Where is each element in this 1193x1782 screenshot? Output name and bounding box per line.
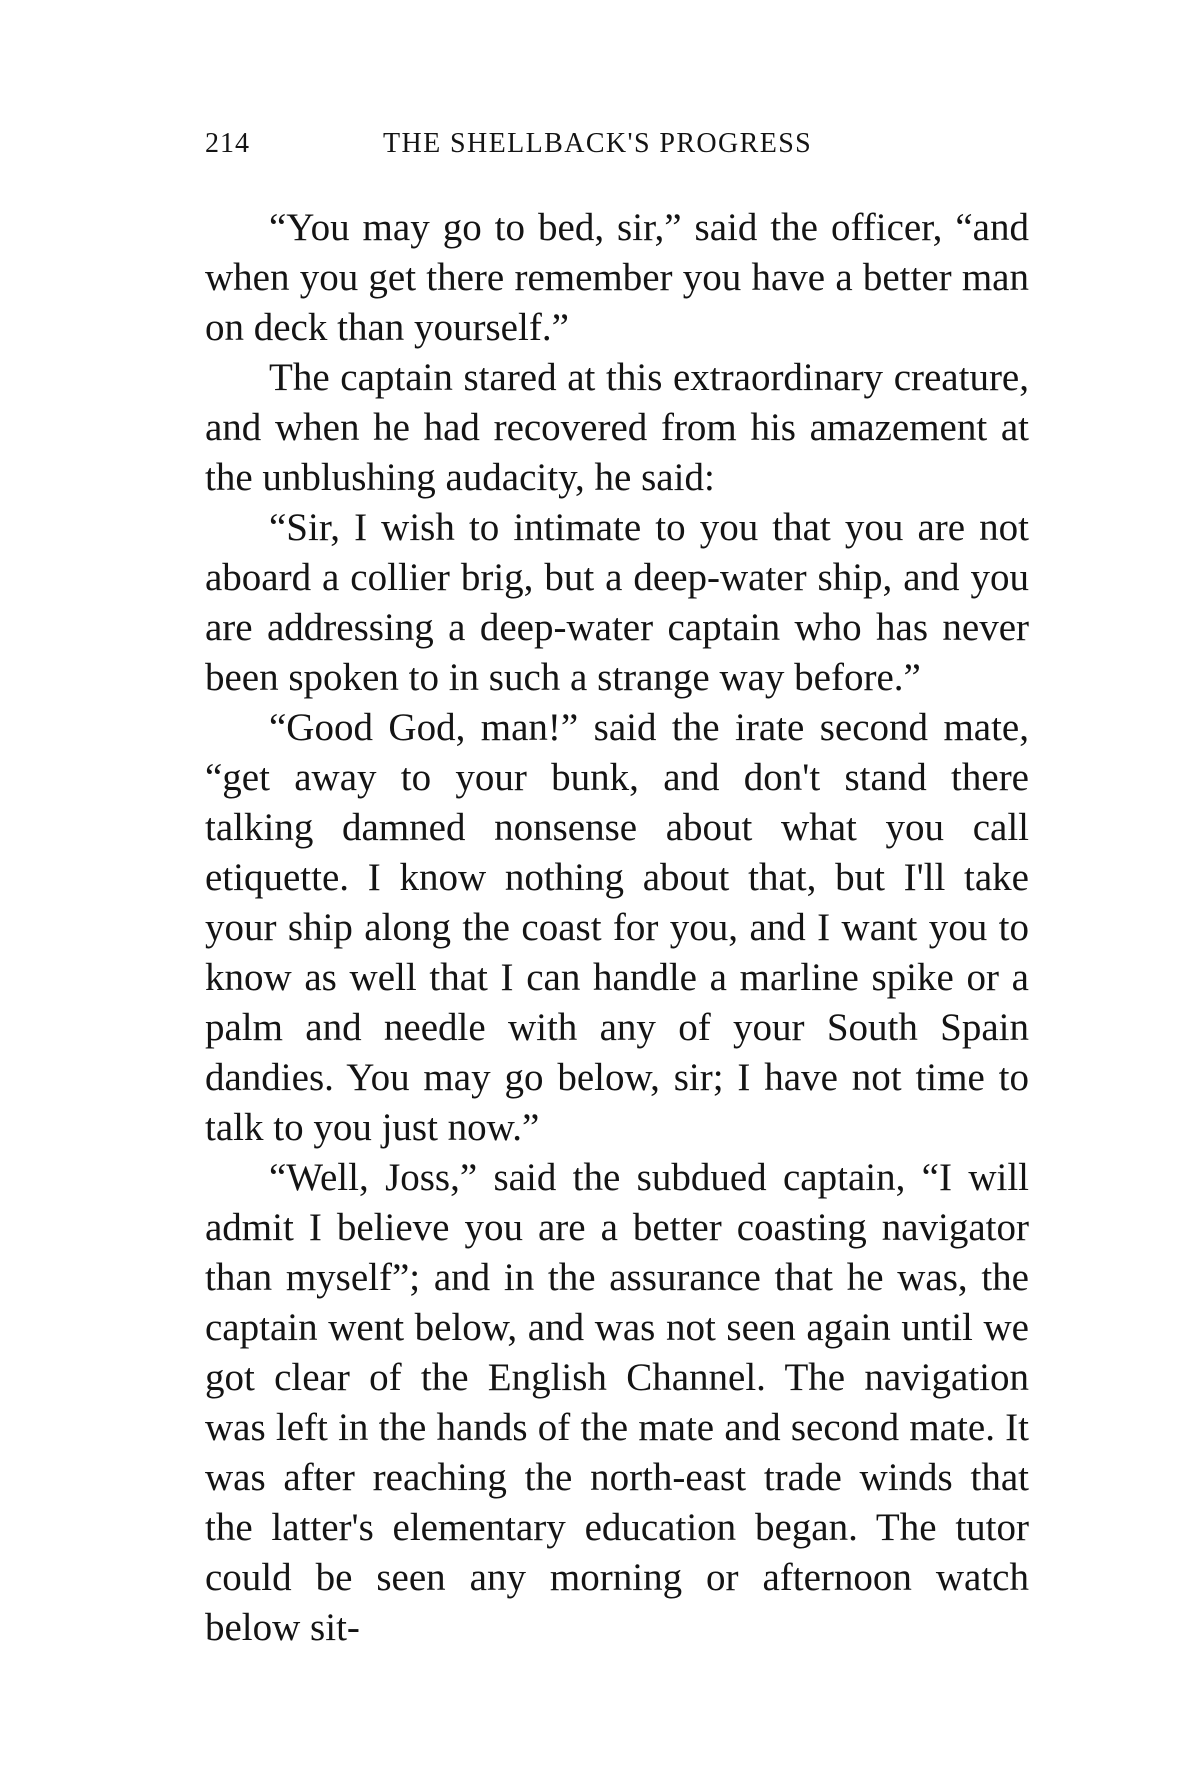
body-text [205, 203, 1029, 1653]
running-title: THE SHELLBACK'S PROGRESS [383, 128, 813, 159]
paragraph-3: “Sir, I wish to intimate to you that you are not aboard a collier brig, but a deep-water ship, and you are addressing a deep-water captain who has never been spoken to in such a strange way before.” [205, 506, 1029, 699]
paragraph-2: The captain stared at this extraordinary creature, and when he had recovered from his amazement at the unblushing audacity, he said: [205, 356, 1029, 499]
paragraph-4: “Good God, man!” said the irate second mate, “get away to your bunk, and don't stand there talking damned nonsense about what you call etiquette. I know nothing about that, but I'll take your ship along the coast for you, and I want you to know as well that I can handle a marline spike or a palm and needle with any of your South Spain dandies. You may go below, sir; I have not time to talk to you just now.” [205, 706, 1029, 1149]
paragraph-1: “You may go to bed, sir,” said the officer, “and when you get there remember you have a better man on deck than yourself.” [205, 206, 1029, 349]
running-head [205, 128, 1035, 168]
page-number: 214 [205, 128, 250, 159]
paragraph-5: “Well, Joss,” said the subdued captain, “I will admit I believe you are a better coasting navigator than myself”; and in the assurance that he was, the captain went below, and was not seen again until we got clear of the English Channel. The navigation was left in the hands of the mate and second mate. It was after reaching the north-east trade winds that the latter's elementary education began. The tutor could be seen any morning or afternoon watch below sit- [205, 1156, 1029, 1649]
